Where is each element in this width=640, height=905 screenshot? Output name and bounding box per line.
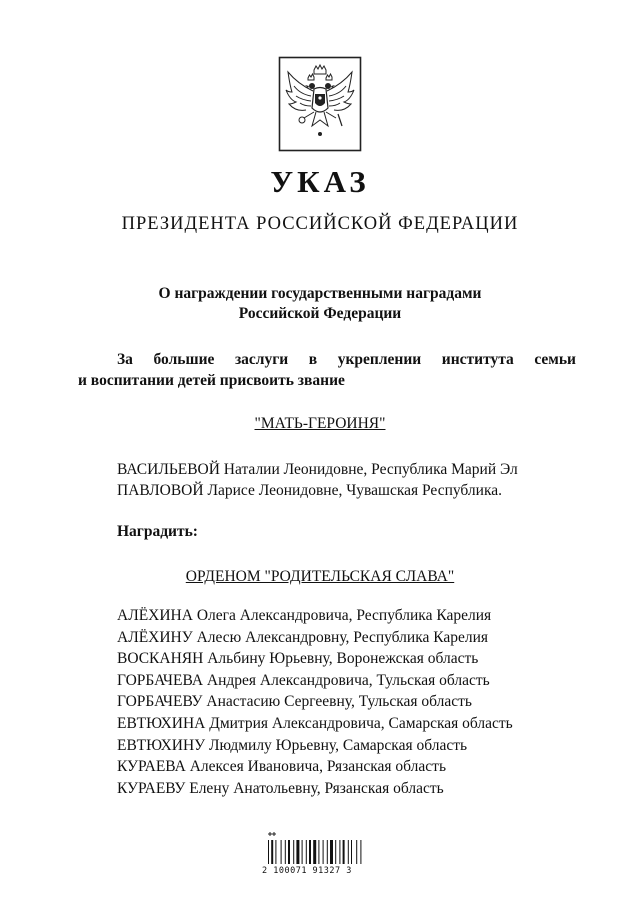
award-title-text: "МАТЬ-ГЕРОИНЯ"	[254, 415, 386, 432]
barcode-number: 2 100071 91327 3	[262, 866, 352, 876]
list-item: ГОРБАЧЕВУ Анастасию Сергеевну, Тульская область	[117, 693, 472, 711]
intro-paragraph-line-2: и воспитании детей присвоить звание	[78, 372, 345, 389]
award-title-mother-heroine	[0, 414, 640, 434]
reward-label: Наградить:	[117, 523, 198, 540]
parental-glory-recipient-list	[117, 605, 513, 799]
decree-subtitle: ПРЕЗИДЕНТА РОССИЙСКОЙ ФЕДЕРАЦИИ	[121, 214, 519, 234]
award-title-parental-glory-order	[0, 567, 640, 587]
award-title-text: ОРДЕНОМ "РОДИТЕЛЬСКАЯ СЛАВА"	[185, 568, 455, 585]
list-item: ЕВТЮХИНУ Людмилу Юрьевну, Самарская область	[117, 736, 468, 754]
list-item: АЛЁХИНУ Алесю Александровну, Республика Карелия	[117, 628, 489, 646]
list-item: КУРАЕВУ Елену Анатольевну, Рязанская область	[117, 779, 444, 797]
intro-paragraph-line-1: За большие заслуги в укреплении института семьи	[117, 351, 576, 368]
mother-heroine-recipient-list	[117, 459, 518, 501]
coat-of-arms-emblem-icon	[278, 56, 362, 152]
list-item: ГОРБАЧЕВА Андрея Александровича, Тульская область	[117, 671, 490, 689]
decree-heading-line-2: Российской Федерации	[238, 305, 402, 322]
list-item: АЛЁХИНА Олега Александровича, Республика Карелия	[117, 607, 492, 624]
list-item: КУРАЕВА Алексея Ивановича, Рязанская область	[117, 758, 447, 776]
list-item: ПАВЛОВОЙ Ларисе Леонидовне, Чувашская Республика.	[117, 482, 503, 499]
list-item: ЕВТЮХИНА Дмитрия Александровича, Самарская область	[117, 714, 513, 732]
list-item: ВОСКАНЯН Альбину Юрьевну, Воронежская область	[117, 650, 479, 668]
decree-heading-line-1: О награждении государственными наградами	[158, 285, 482, 302]
decree-title: УКАЗ	[270, 164, 370, 199]
list-item: ВАСИЛЬЕВОЙ Наталии Леонидовне, Республика Марий Эл	[117, 461, 518, 478]
